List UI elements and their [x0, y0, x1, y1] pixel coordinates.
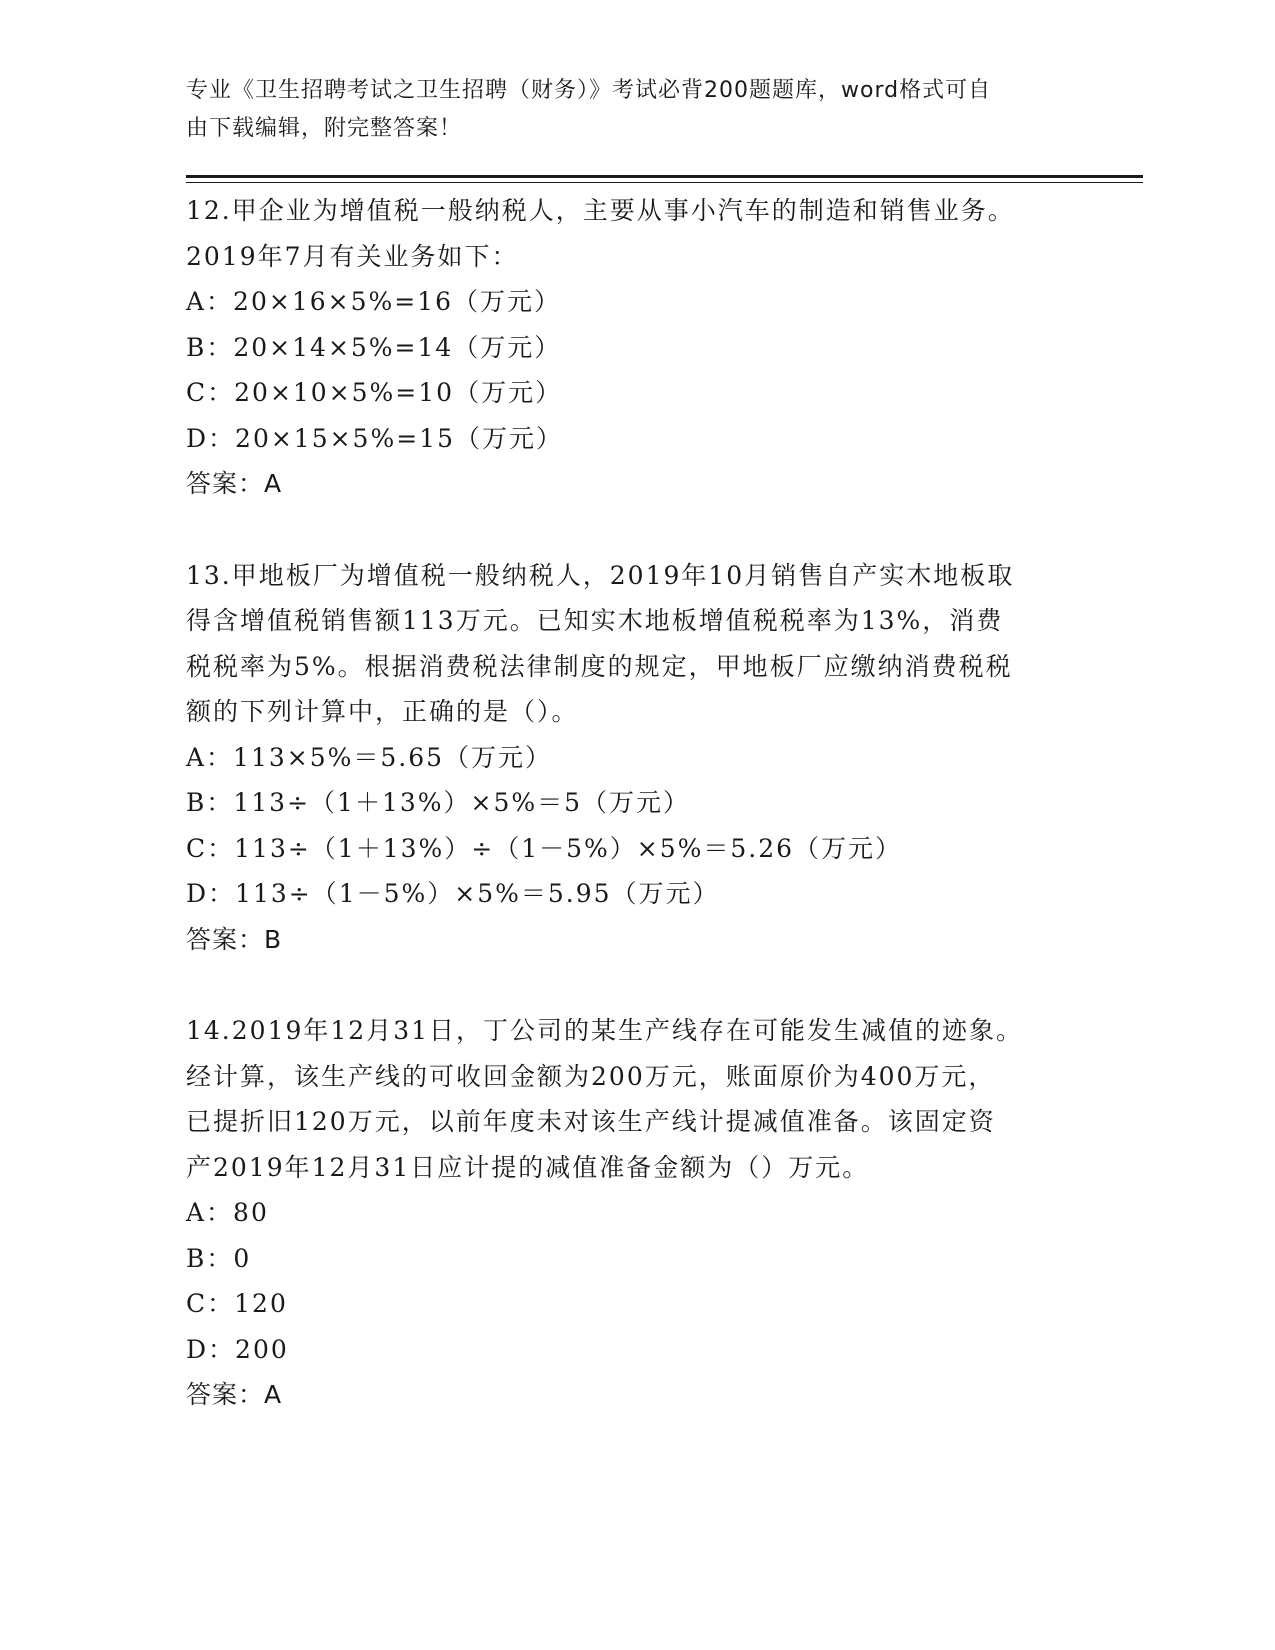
question-stem-line: 得含增值税销售额113万元。已知实木地板增值税税率为13%，消费 [186, 606, 1004, 635]
header-line-1: 专业《卫生招聘考试之卫生招聘（财务）》考试必背200题题库，word格式可自 [186, 78, 992, 103]
question-stem-line: 2019年7月有关业务如下： [186, 241, 519, 271]
question-stem-line: 额的下列计算中，正确的是（）。 [186, 697, 579, 726]
header-line-2: 由下载编辑，附完整答案！ [186, 116, 463, 141]
header-divider-thick [186, 175, 1143, 178]
answer-label: 答案：A [186, 1380, 283, 1409]
question-stem-line: 产2019年12月31日应计提的减值准备金额为（）万元。 [186, 1152, 870, 1182]
option-b: B：113÷（1＋13%）×5%＝5（万元） [186, 788, 691, 817]
question-stem-line: 13.甲地板厂为增值税一般纳税人，2019年10月销售自产实木地板取 [186, 560, 1015, 590]
document-header [186, 72, 1066, 148]
question-13 [186, 553, 1086, 963]
option-c: C：20×10×5%=10（万元） [186, 378, 563, 407]
question-14 [186, 1008, 1086, 1418]
option-d: D：200 [186, 1334, 289, 1364]
option-a: A：20×16×5%=16（万元） [186, 287, 561, 316]
question-12 [186, 188, 1086, 507]
option-c: C：120 [186, 1289, 288, 1318]
question-list [186, 188, 1086, 1464]
question-stem-line: 14.2019年12月31日，丁公司的某生产线存在可能发生减值的迹象。 [186, 1016, 1024, 1045]
question-stem-line: 已提折旧120万元，以前年度未对该生产线计提减值准备。该固定资 [186, 1107, 996, 1136]
question-stem-line: 12.甲企业为增值税一般纳税人，主要从事小汽车的制造和销售业务。 [186, 196, 1015, 225]
option-b: B：0 [186, 1243, 252, 1273]
option-d: D：113÷（1－5%）×5%＝5.95（万元） [186, 879, 720, 908]
question-stem-line: 税税率为5%。根据消费税法律制度的规定，甲地板厂应缴纳消费税税 [186, 651, 1013, 681]
option-a: A：113×5%＝5.65（万元） [186, 742, 553, 772]
answer-label: 答案：B [186, 924, 283, 954]
option-c: C：113÷（1＋13%）÷（1－5%）×5%＝5.26（万元） [186, 833, 903, 863]
header-divider-thin [186, 182, 1143, 183]
question-stem-line: 经计算，该生产线的可收回金额为200万元，账面原价为400万元， [186, 1061, 996, 1091]
answer-label: 答案：A [186, 469, 283, 498]
option-b: B：20×14×5%=14（万元） [186, 332, 562, 362]
option-d: D：20×15×5%=15（万元） [186, 423, 563, 453]
option-a: A：80 [186, 1198, 269, 1227]
